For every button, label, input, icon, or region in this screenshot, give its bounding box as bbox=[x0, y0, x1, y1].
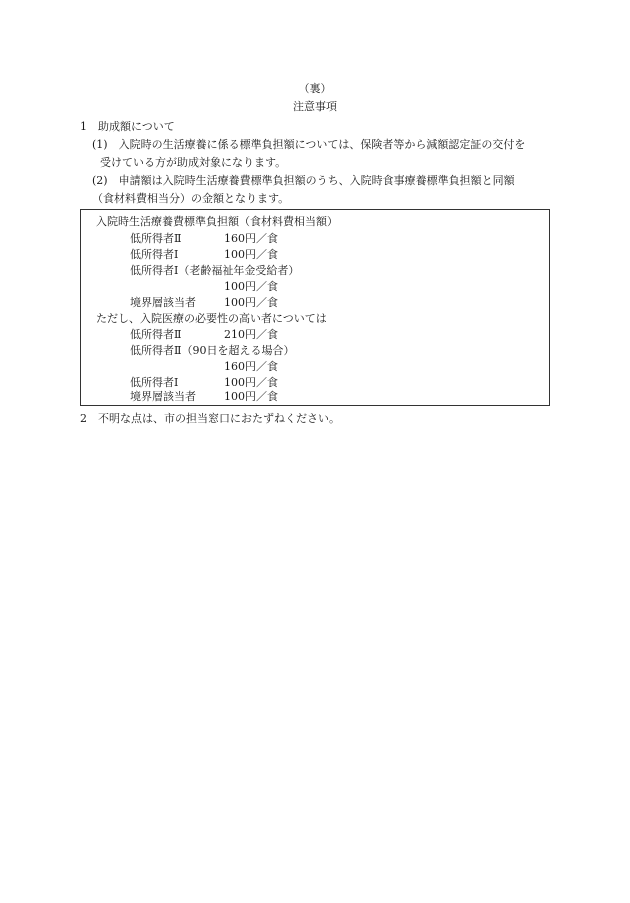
item1-line1: (1) 入院時の生活療養に係る標準負担額については、保険者等から減額認定証の交付を bbox=[92, 138, 526, 151]
item1-line2: 受けている方が助成対象になります。 bbox=[100, 156, 287, 169]
box-subheading: ただし、入院医療の必要性の高い者については bbox=[96, 312, 327, 325]
rate-label: 境界層該当者 bbox=[130, 296, 196, 309]
rate-amount: 100円／食 bbox=[224, 376, 278, 389]
box-heading: 入院時生活療養費標準負担額（食材料費相当額） bbox=[96, 215, 338, 228]
rate-label: 低所得者Ⅰ（老齢福祉年金受給者） bbox=[130, 264, 300, 277]
rate-label: 低所得者Ⅰ bbox=[130, 248, 179, 261]
rate-label: 低所得者Ⅱ（90日を超える場合） bbox=[130, 344, 295, 357]
rate-amount: 160円／食 bbox=[224, 232, 278, 245]
item2-line1: (2) 申請額は入院時生活療養費標準負担額のうち、入院時食事療養標準負担額と同額 bbox=[92, 174, 515, 187]
section1-heading: 1 助成額について bbox=[80, 120, 175, 133]
rate-label: 低所得者Ⅱ bbox=[130, 328, 182, 341]
rate-amount: 100円／食 bbox=[224, 280, 278, 293]
rate-amount: 100円／食 bbox=[224, 296, 278, 309]
rate-amount: 210円／食 bbox=[224, 328, 278, 341]
rate-label: 低所得者Ⅰ bbox=[130, 376, 179, 389]
section2-text: 2 不明な点は、市の担当窓口におたずねください。 bbox=[80, 412, 340, 425]
back-side-label: （裏） bbox=[298, 82, 332, 95]
rate-amount: 100円／食 bbox=[224, 248, 278, 261]
page-title: 注意事項 bbox=[293, 100, 337, 113]
rate-label: 低所得者Ⅱ bbox=[130, 232, 182, 245]
rate-amount: 160円／食 bbox=[224, 360, 278, 373]
item2-line2: （食材料費相当分）の金額となります。 bbox=[92, 192, 290, 205]
rate-label: 境界層該当者 bbox=[130, 390, 196, 403]
rate-amount: 100円／食 bbox=[224, 390, 278, 403]
